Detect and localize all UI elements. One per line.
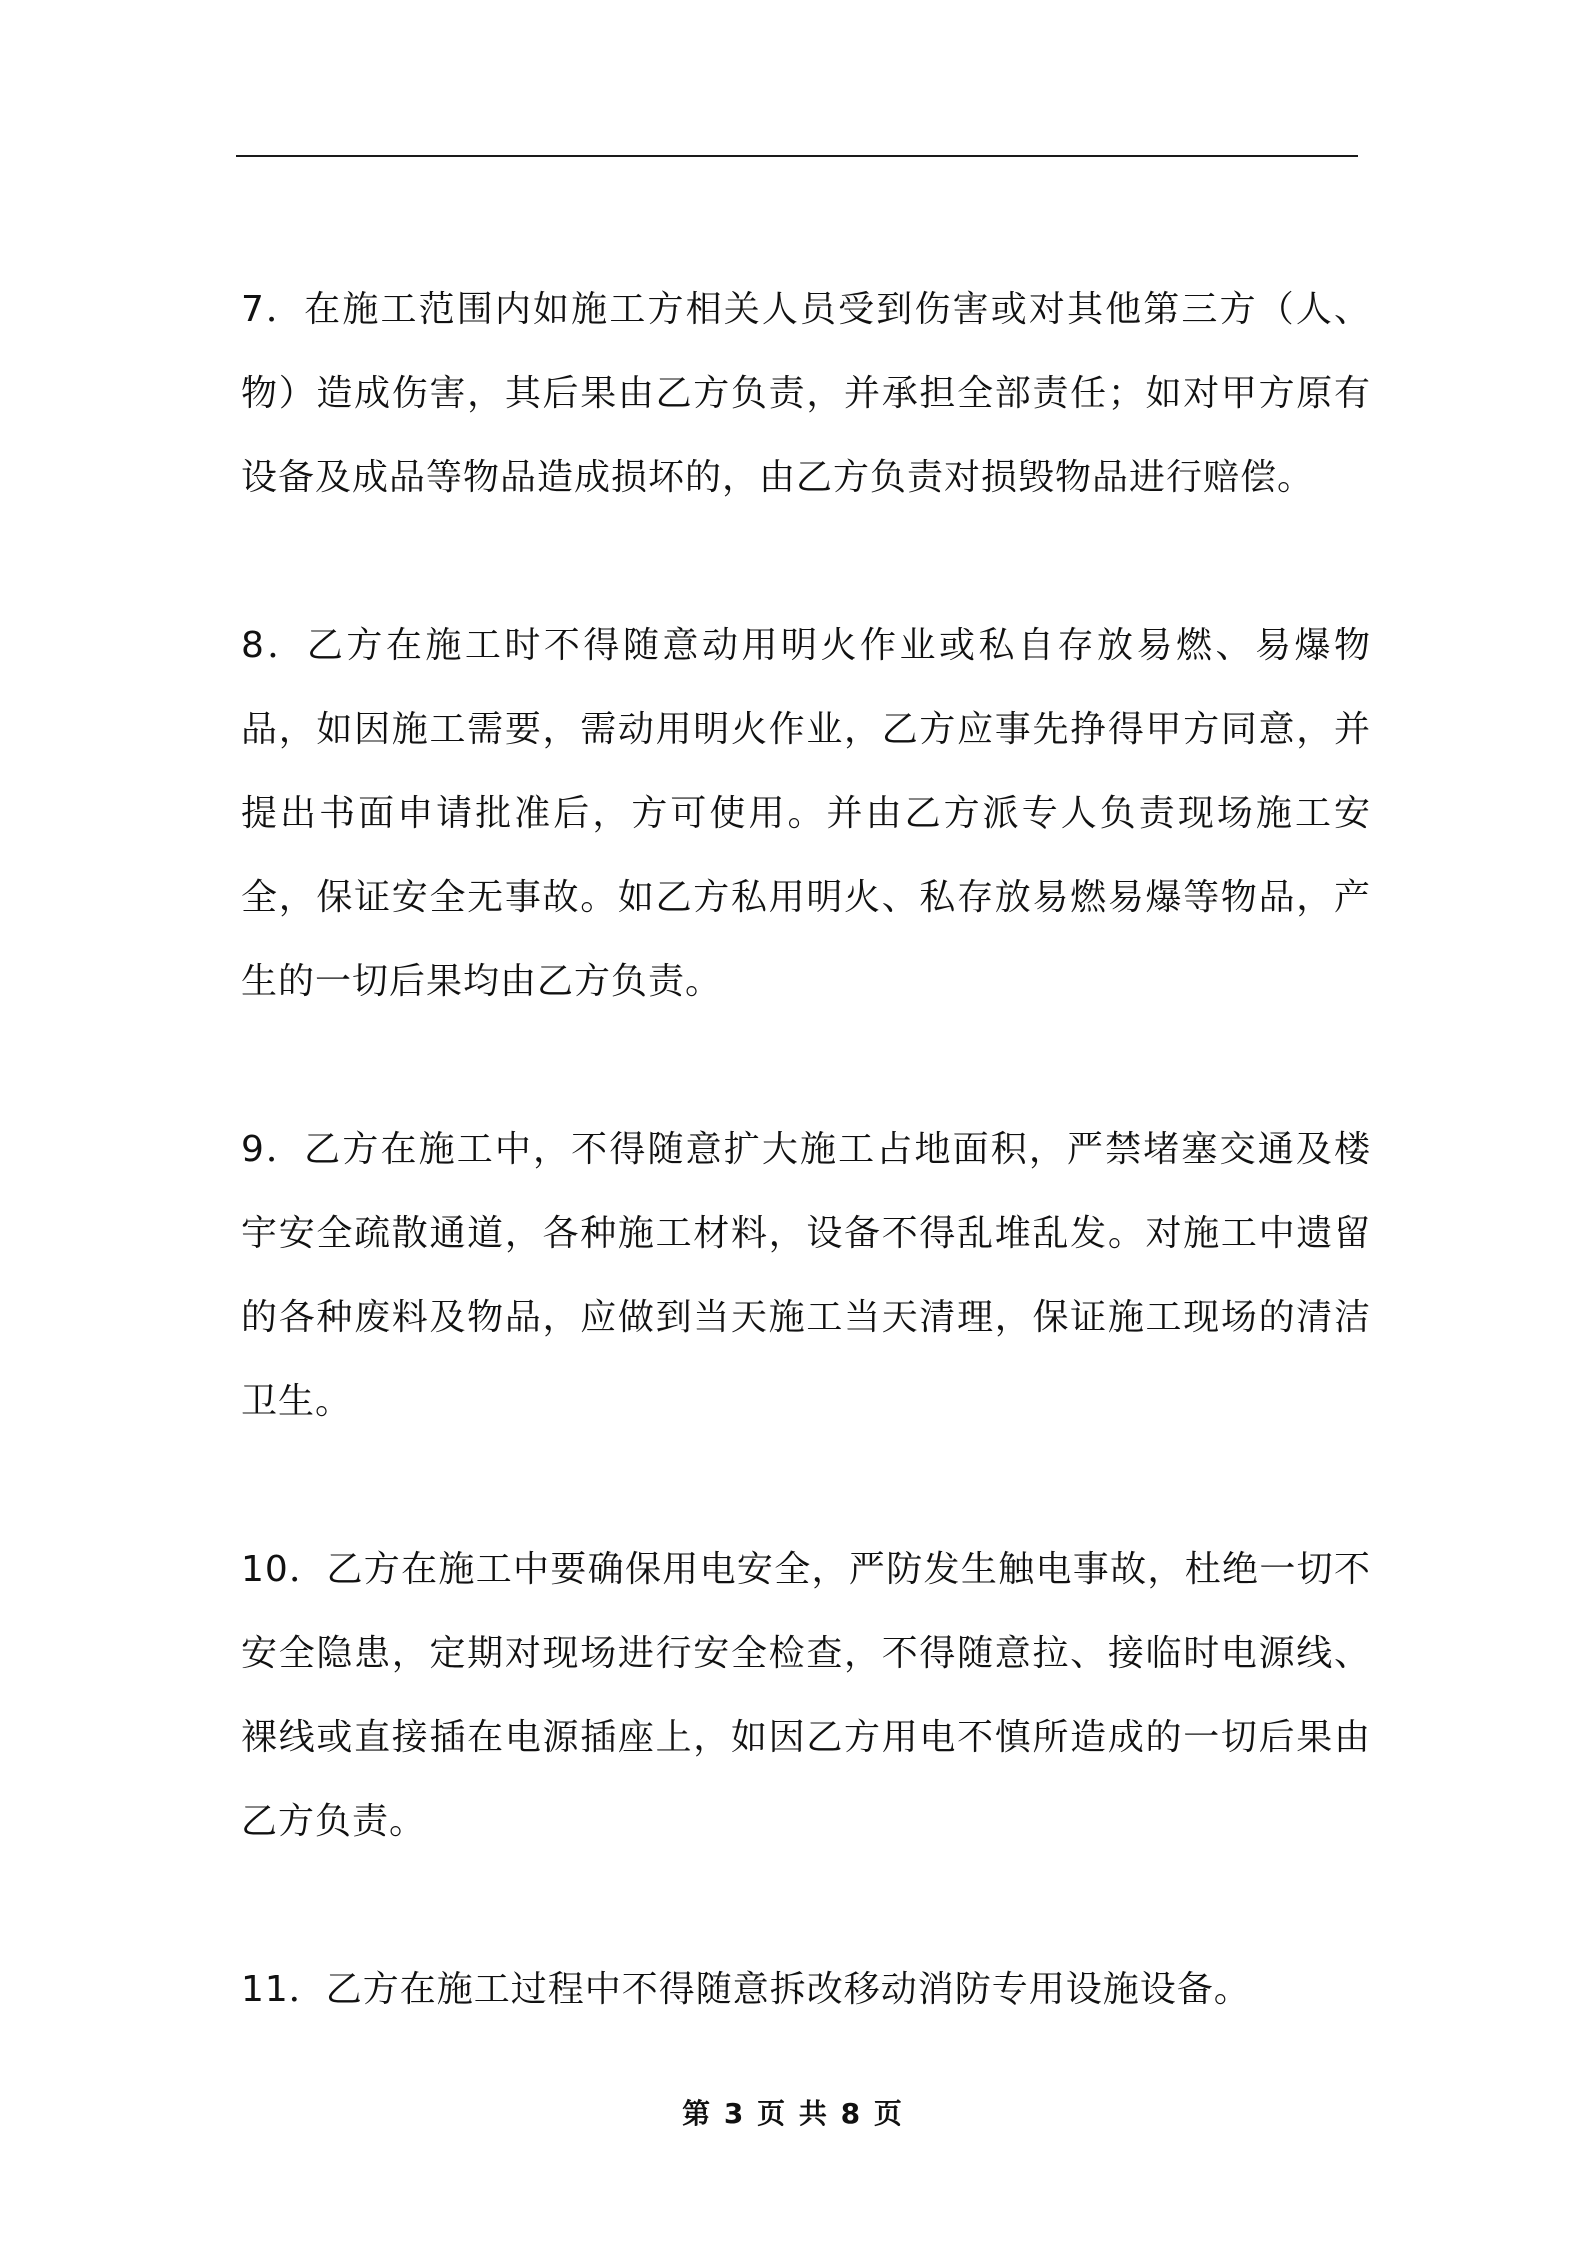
clause-11: 11．乙方在施工过程中不得随意拆改移动消防专用设施设备。: [241, 1969, 1251, 2010]
header-rule: [236, 155, 1358, 157]
clause-10: 10．乙方在施工中要确保用电安全，严防发生触电事故，杜绝一切不安全隐患，定期对现场进行安全检查，不得随意拉、接临时电源线、裸线或直接插在电源插座上，如因乙方用电不慎所造成的一切后果由乙方负责。: [241, 1549, 1371, 1842]
clause-8: 8．乙方在施工时不得随意动用明火作业或私自存放易燃、易爆物品，如因施工需要，需动用明火作业，乙方应事先挣得甲方同意，并提出书面申请批准后，方可使用。并由乙方派专人负责现场施工安全，保证安全无事故。如乙方私用明火、私存放易燃易爆等物品，产生的一切后果均由乙方负责。: [241, 625, 1371, 1002]
clause-7: 7．在施工范围内如施工方相关人员受到伤害或对其他第三方（人、物）造成伤害，其后果由乙方负责，并承担全部责任；如对甲方原有设备及成品等物品造成损坏的，由乙方负责对损毁物品进行赔偿。: [241, 289, 1371, 498]
clause-9: 9．乙方在施工中，不得随意扩大施工占地面积，严禁堵塞交通及楼宇安全疏散通道，各种施工材料，设备不得乱堆乱发。对施工中遗留的各种废料及物品，应做到当天施工当天清理，保证施工现场的清洁卫生。: [241, 1129, 1371, 1422]
document-body: [241, 268, 1371, 2116]
page-number-footer: 第 3 页 共 8 页: [682, 2097, 904, 2130]
